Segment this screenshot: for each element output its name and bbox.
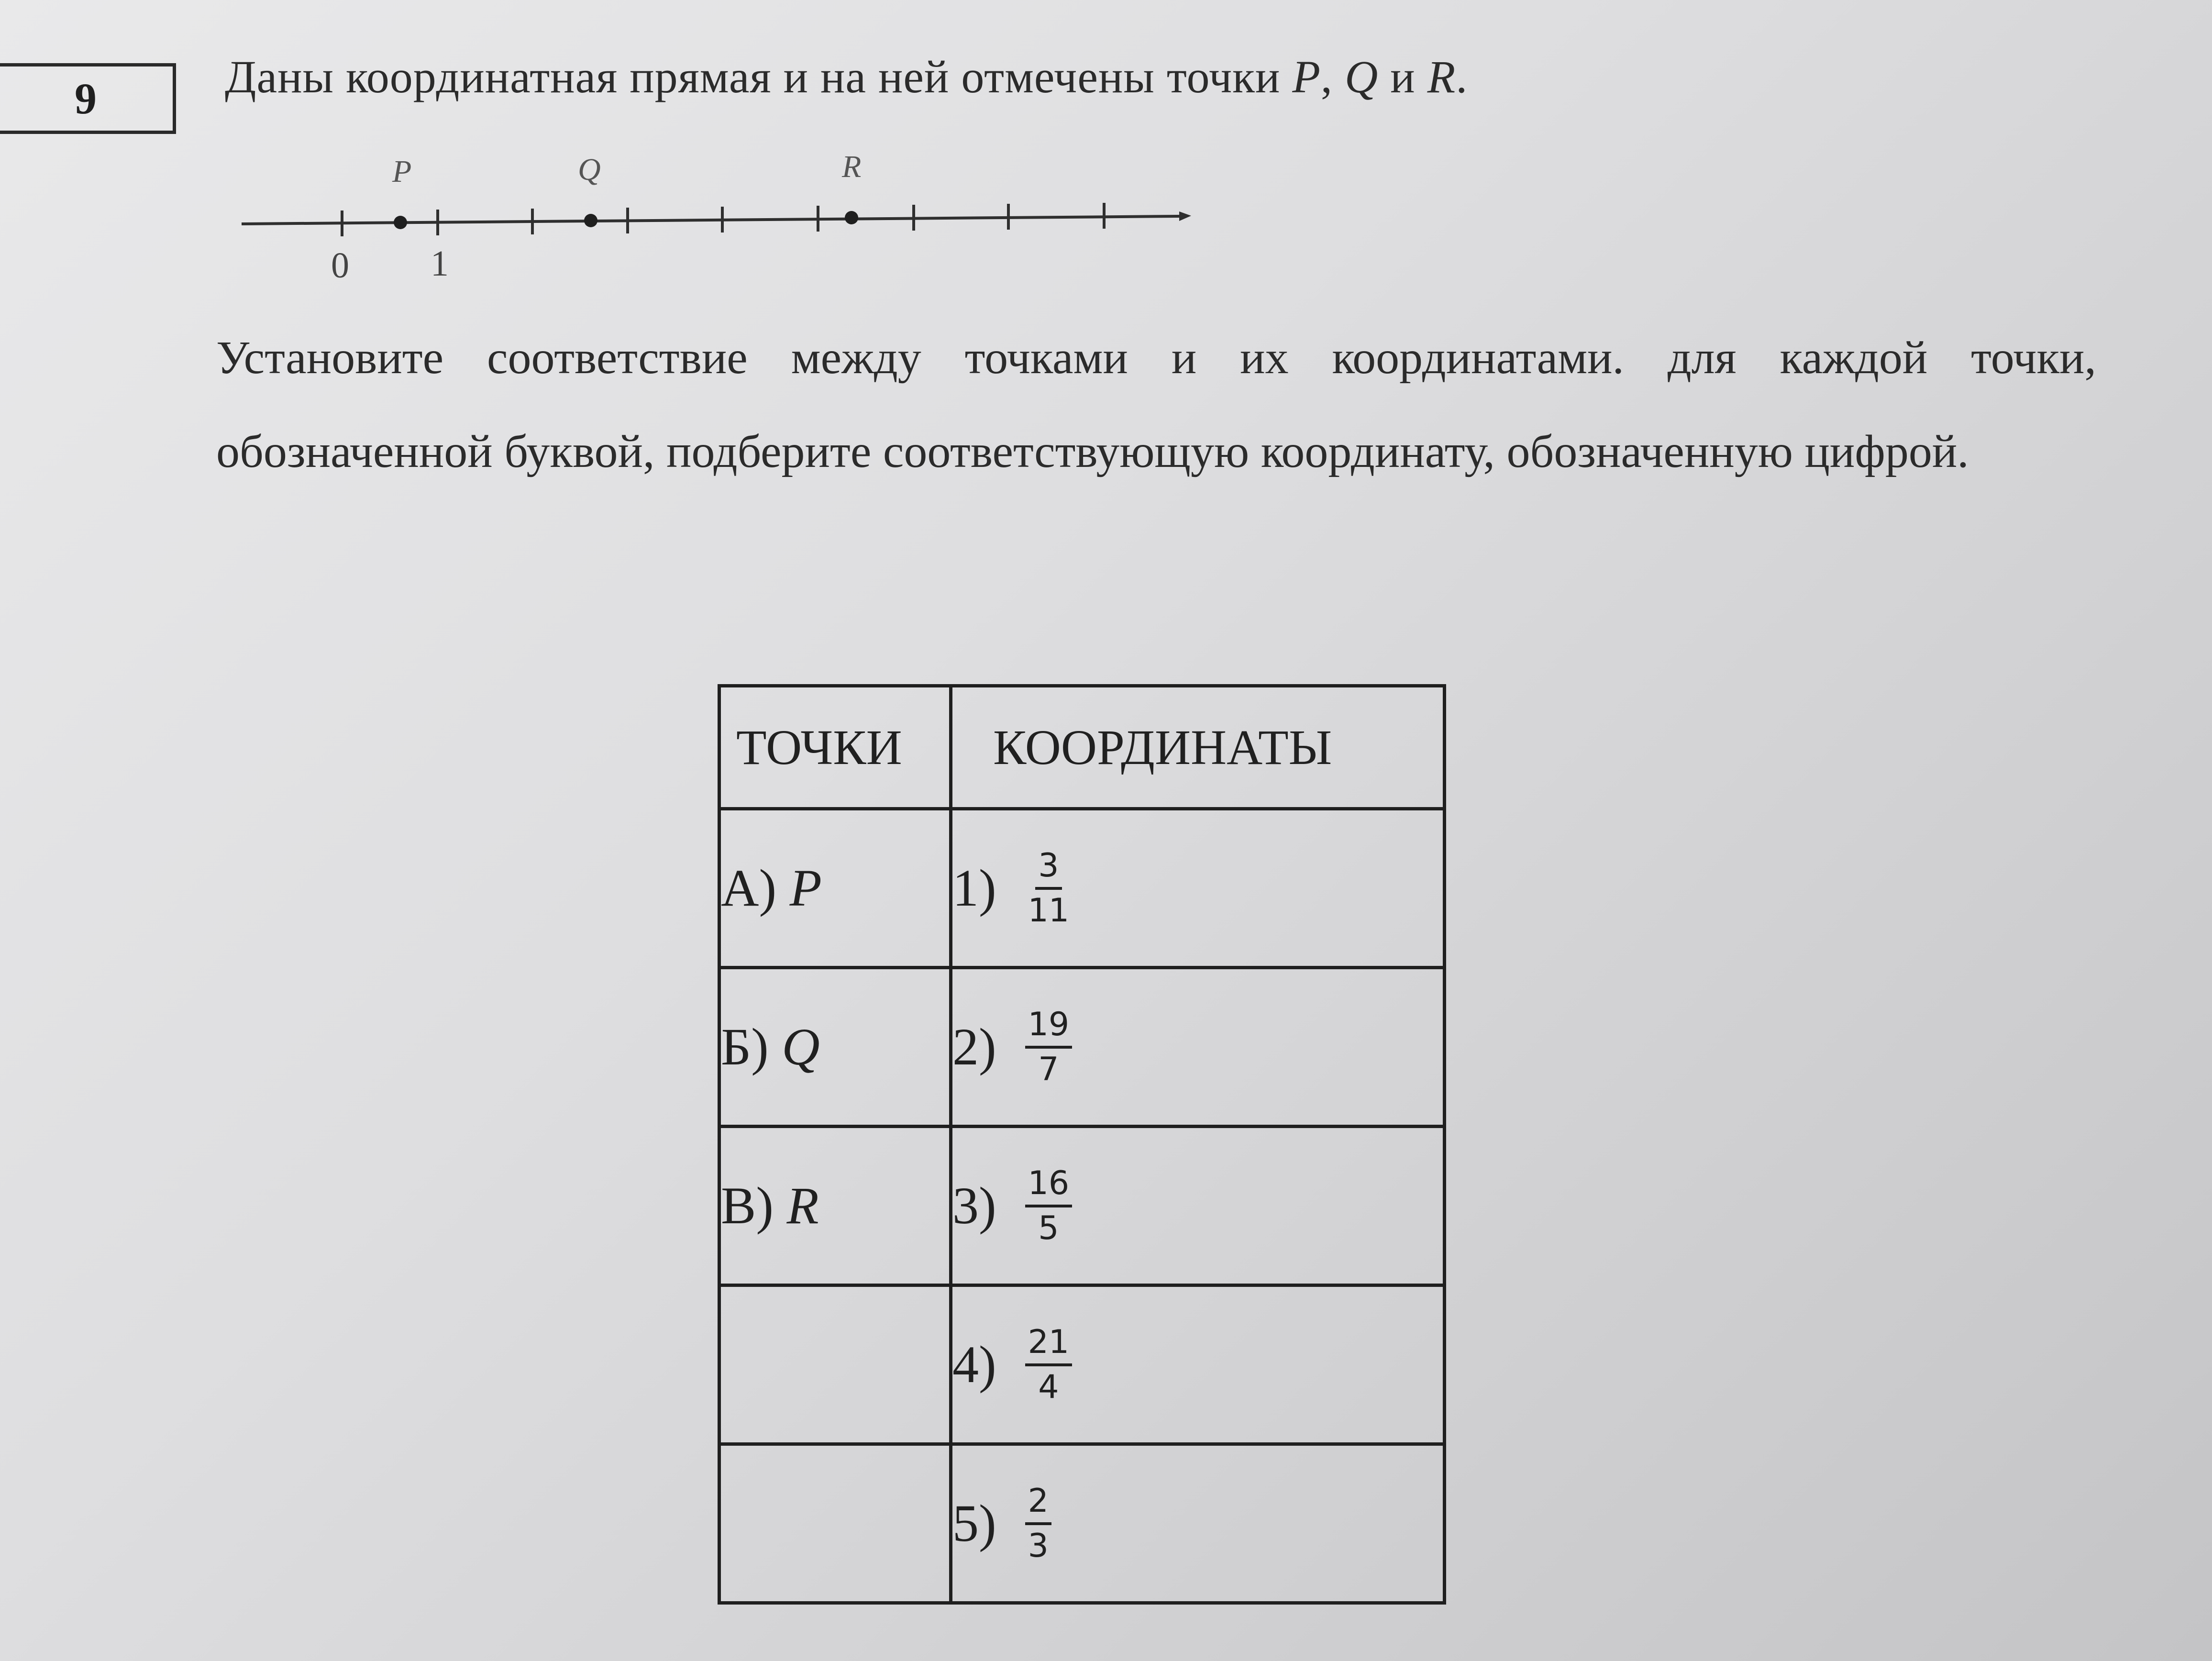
fraction-numerator: 2 xyxy=(1025,1480,1051,1525)
point-r-marker xyxy=(845,211,858,224)
point-q-marker xyxy=(584,214,597,227)
intro-conjunction: и xyxy=(1378,51,1427,102)
intro-point-q: Q xyxy=(1344,51,1379,102)
coord-option xyxy=(952,1004,1443,1091)
intro-point-r: R xyxy=(1427,51,1456,102)
number-line-axis xyxy=(242,216,1179,224)
coord-cell xyxy=(951,809,1445,968)
point-cell xyxy=(719,1127,951,1285)
coord-cell xyxy=(951,1285,1445,1444)
coord-label: 4) xyxy=(952,1335,996,1394)
point-q-label: Q xyxy=(578,152,601,187)
task-instruction: Установите соответствие между точками и их координатами. для каждой точки, обозначенной буквой, подберите соответствующую координату, обозначенную цифрой. xyxy=(216,332,2096,477)
fraction-denominator: 4 xyxy=(1038,1368,1059,1406)
fraction-denominator: 7 xyxy=(1038,1050,1059,1088)
point-prefix: А) xyxy=(721,859,790,917)
task-number-box xyxy=(0,63,176,134)
number-line-arrow xyxy=(1179,211,1191,221)
fraction-denominator: 3 xyxy=(1028,1527,1049,1565)
coord-option xyxy=(952,1163,1443,1250)
intro-period: . xyxy=(1456,51,1468,102)
header-points: ТОЧКИ xyxy=(719,686,951,809)
intro-text: Даны координатная прямая и на ней отмечены точки xyxy=(225,51,1293,102)
coord-fraction xyxy=(1025,1004,1073,1091)
coord-label: 1) xyxy=(952,859,996,917)
coord-cell xyxy=(951,1444,1445,1603)
point-p-label: P xyxy=(392,154,412,189)
fraction-numerator: 3 xyxy=(1035,845,1062,890)
point-r-label: R xyxy=(842,149,862,184)
coord-label: 5) xyxy=(952,1494,996,1552)
intro-point-p: P xyxy=(1292,51,1321,102)
coord-option xyxy=(952,1321,1443,1408)
intro-separator: , xyxy=(1320,51,1345,102)
point-p-marker xyxy=(394,216,407,229)
point-cell xyxy=(719,809,951,968)
number-line-ticks xyxy=(342,203,1104,236)
point-cell-empty xyxy=(719,1444,951,1603)
fraction-numerator: 19 xyxy=(1025,1004,1073,1049)
table-row xyxy=(719,809,1445,968)
coord-fraction xyxy=(1025,845,1073,932)
coord-cell xyxy=(951,1127,1445,1285)
point-cell-empty xyxy=(719,1285,951,1444)
coord-cell xyxy=(951,968,1445,1127)
coord-option xyxy=(952,845,1443,932)
point-prefix: Б) xyxy=(721,1018,782,1076)
task-number: 9 xyxy=(75,74,97,123)
fraction-denominator: 5 xyxy=(1038,1209,1059,1247)
table-row xyxy=(719,1127,1445,1285)
coord-fraction xyxy=(1025,1321,1073,1408)
coord-fraction xyxy=(1025,1163,1073,1250)
table-header-row xyxy=(719,686,1445,809)
table-row xyxy=(719,1444,1445,1603)
table-row xyxy=(719,1285,1445,1444)
coord-label: 2) xyxy=(952,1018,996,1076)
number-line xyxy=(230,139,1206,301)
tick-label-one: 1 xyxy=(431,244,449,284)
point-name: Q xyxy=(782,1018,820,1076)
point-prefix: В) xyxy=(721,1176,787,1235)
matching-table xyxy=(718,684,1446,1605)
fraction-numerator: 21 xyxy=(1025,1321,1073,1366)
coord-fraction xyxy=(1025,1480,1051,1567)
point-name: P xyxy=(789,859,822,917)
tick-label-zero: 0 xyxy=(331,245,349,286)
header-coords: КООРДИНАТЫ xyxy=(951,686,1445,809)
point-name: R xyxy=(786,1176,819,1235)
fraction-numerator: 16 xyxy=(1025,1163,1073,1207)
task-intro xyxy=(225,50,1468,103)
fraction-denominator: 11 xyxy=(1028,891,1070,930)
coord-option xyxy=(952,1480,1443,1567)
table-row xyxy=(719,968,1445,1127)
coord-label: 3) xyxy=(952,1176,996,1235)
point-cell xyxy=(719,968,951,1127)
